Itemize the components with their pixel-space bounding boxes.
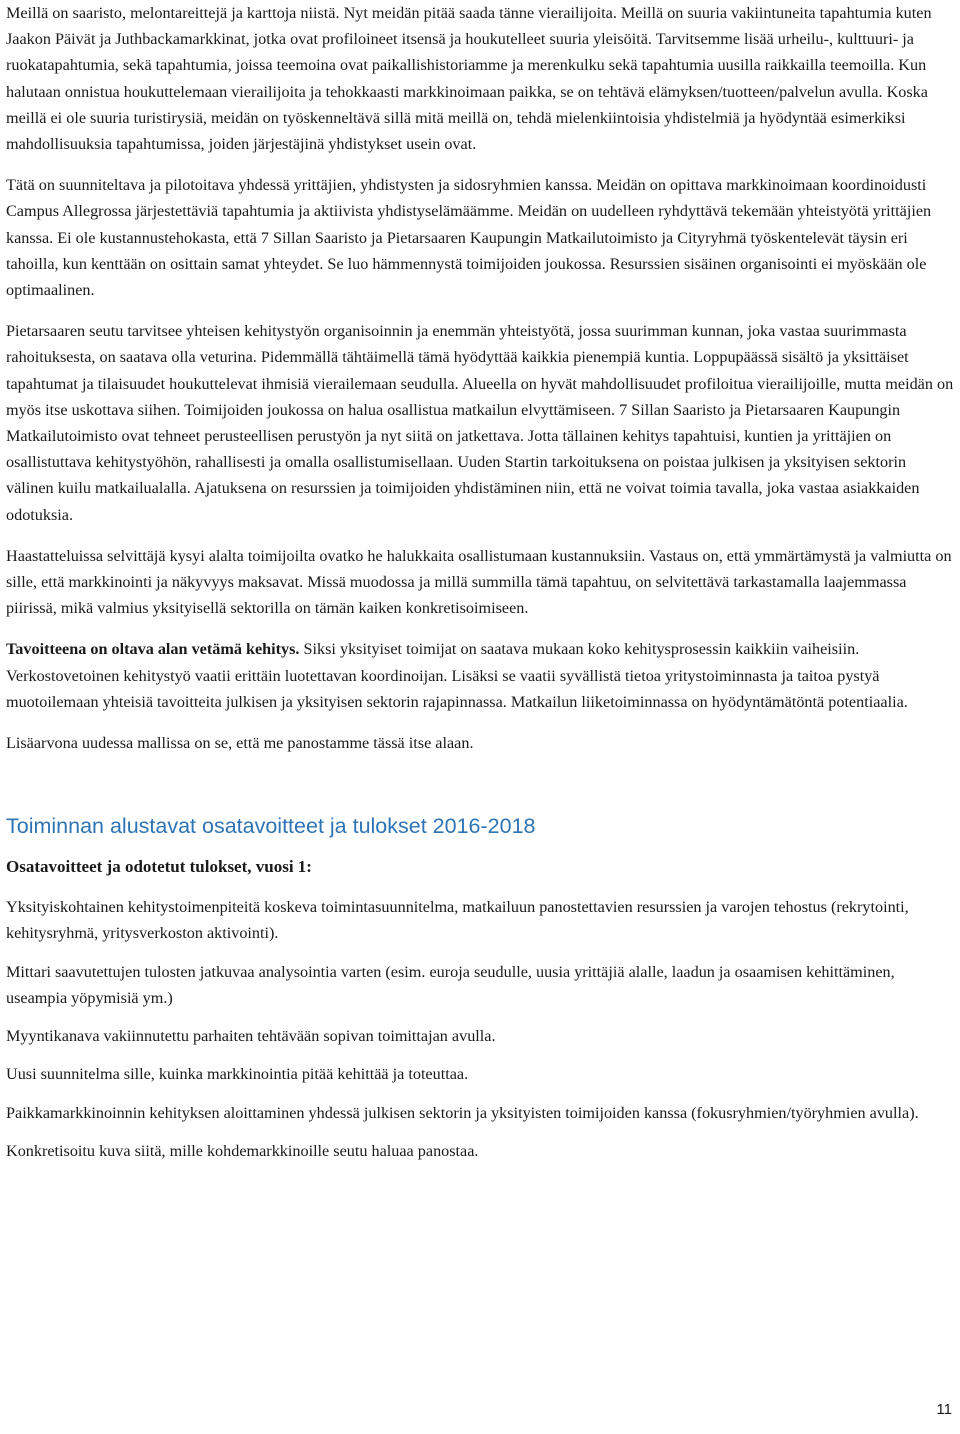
page-number: 11 [936, 1401, 952, 1418]
goal-item: Uusi suunnitelma sille, kuinka markkinointia pitää kehittää ja toteuttaa. [6, 1065, 469, 1084]
goal-item: Myyntikanava vakiinnutettu parhaiten tehtävään sopivan toimittajan avulla. [6, 1027, 496, 1046]
document-page [6, 0, 954, 1164]
paragraph-pietarsaaren-seutu: Pietarsaaren seutu tarvitsee yhteisen kehitystyön organisoinnin ja enemmän yhteistyötä, jossa suurimman kunnan, joka vastaa suurimmasta rahoituksesta, on saatava olla veturina. Pidemmällä tähtäimellä tämä hyödyttää kaikkia pienempiä kuntia. Loppupäässä sisältö ja yksittäiset tapahtumat ja tilaisuudet houkuttelevat ihmisiä vierailemaan seudulla. Alueella on hyvät mahdollisuudet profiloitua vierailijoille, mutta meidän on myös itse uskottava siihen. Toimijoiden joukossa on halua osallistua matkailun elvyttämiseen. 7 Sillan Saaristo ja Pietarsaaren Kaupungin Matkailutoimisto ovat tehneet perusteellisen perustyön ja nyt siitä on jatkettava. Jotta tällainen kehitys tapahtuisi, kuntien ja yrittäjien on osallistuttava kehitystyöhön, rahallisesti ja omalla osallistumisellaan. Uuden Startin tarkoituksena on poistaa julkisen ja yksityisen sektorin välinen kuilu matkailualalla. Ajatuksena on resurssien ja toimijoiden yhdistäminen niin, että ne voivat toimia tavalla, joka vastaa asiakkaiden odotuksia. [6, 322, 954, 524]
section-heading: Toiminnan alustavat osatavoitteet ja tulokset 2016-2018 [6, 814, 536, 839]
paragraph-tavoite-rest: Siksi yksityiset toimijat on saatava mukaan koko kehitysprosessin kaikkiin vaiheisiin. Verkostovetoinen kehitystyö vaatii erittäin luotettavan koordinoijan. Lisäksi se vaatii syvällistä tietoa yritystoiminnasta ja taitoa pystyä muotoilemaan yhteisiä tavoitteita julkisen ja yksityisen sektorin rajapinnassa. Matkailun liiketoiminnassa on hyödyntämätöntä potentiaalia. [6, 640, 908, 711]
goal-item: Paikkamarkkinoinnin kehityksen aloittaminen yhdessä julkisen sektorin ja yksityisten toimijoiden kanssa (fokusryhmien/työryhmien avulla). [6, 1103, 919, 1122]
goal-item: Mittari saavutettujen tulosten jatkuvaa analysointia varten (esim. euroja seudulle, uusia yrittäjiä alalle, laadun ja osaamisen kehittäminen, useampia yöpymisiä ym.) [6, 962, 895, 1007]
paragraph-haastattelut: Haastatteluissa selvittäjä kysyi alalta toimijoilta ovatko he halukkaita osallistumaan kustannuksiin. Vastaus on, että ymmärtämystä ja valmiutta on sille, että markkinointi ja näkyvyys maksavat. Missä muodossa ja millä summilla tämä tapahtuu, on selvitettävä tarkastamalla laajemmassa piirissä, mikä valmius yksityisellä sektorilla on tämän kaiken konkretisoimiseen. [6, 546, 952, 618]
paragraph-tavoite-lead: Tavoitteena on oltava alan vetämä kehitys. [6, 640, 300, 659]
goal-item: Konkretisoitu kuva siitä, mille kohdemarkkinoille seutu haluaa panostaa. [6, 1141, 479, 1160]
section-subheading: Osatavoitteet ja odotetut tulokset, vuosi 1: [6, 857, 312, 877]
paragraph-saaristo: Meillä on saaristo, melontareittejä ja karttoja niistä. Nyt meidän pitää saada tänne vierailijoita. Meillä on suuria vakiintuneita tapahtumia kuten Jaakon Päivät ja Juthbackamarkkinat, jotka ovat profiloineet itsensä ja houkutelleet suuria yleisöitä. Tarvitsemme lisää urheilu-, kulttuuri- ja ruokatapahtumia, sekä tapahtumia, joissa teemoina ovat paikallishistoriamme ja merenkulku sekä tapahtumia uusilla raikkailla teemoilla. Kun halutaan onnistua houkuttelemaan vierailijoita ja tehokkaasti markkinoimaan paikka, se on tehtävä elämyksen/tuotteen/palvelun avulla. Koska meillä ei ole suuria turistirysiä, meidän on työskenneltävä sillä mitä meillä on, tehdä mielenkiintoisia yhdistelmiä ja hyödyntää esimerkiksi mahdollisuuksia tapahtumissa, joiden järjestäjinä yhdistykset usein ovat. [6, 4, 932, 154]
paragraph-tavoite [6, 636, 954, 715]
goal-item: Yksityiskohtainen kehitystoimenpiteitä koskeva toimintasuunnitelma, matkailuun panostettavien resurssien ja varojen tehostus (rekrytointi, kehitysryhmä, yritysverkoston aktivointi). [6, 898, 909, 943]
paragraph-pilotointi: Tätä on suunniteltava ja pilotoitava yhdessä yrittäjien, yhdistysten ja sidosryhmien kanssa. Meidän on opittava markkinoimaan koordinoidusti Campus Allegrossa järjestettäviä tapahtumia ja aktiivista yhdistyselämäämme. Meidän on uudelleen ryhdyttävä tekemään yhteistyötä yrittäjien kanssa. Ei ole kustannustehokasta, että 7 Sillan Saaristo ja Pietarsaaren Kaupungin Matkailutoimisto ja Cityryhmä työskentelevät täysin eri tahoilla, kun kenttään on osittain samat yhteydet. Se luo hämmennystä toimijoiden joukossa. Resurssien sisäinen organisointi ei myöskään ole optimaalinen. [6, 176, 932, 300]
paragraph-lisaarvo: Lisäarvona uudessa mallissa on se, että me panostamme tässä itse alaan. [6, 734, 474, 753]
